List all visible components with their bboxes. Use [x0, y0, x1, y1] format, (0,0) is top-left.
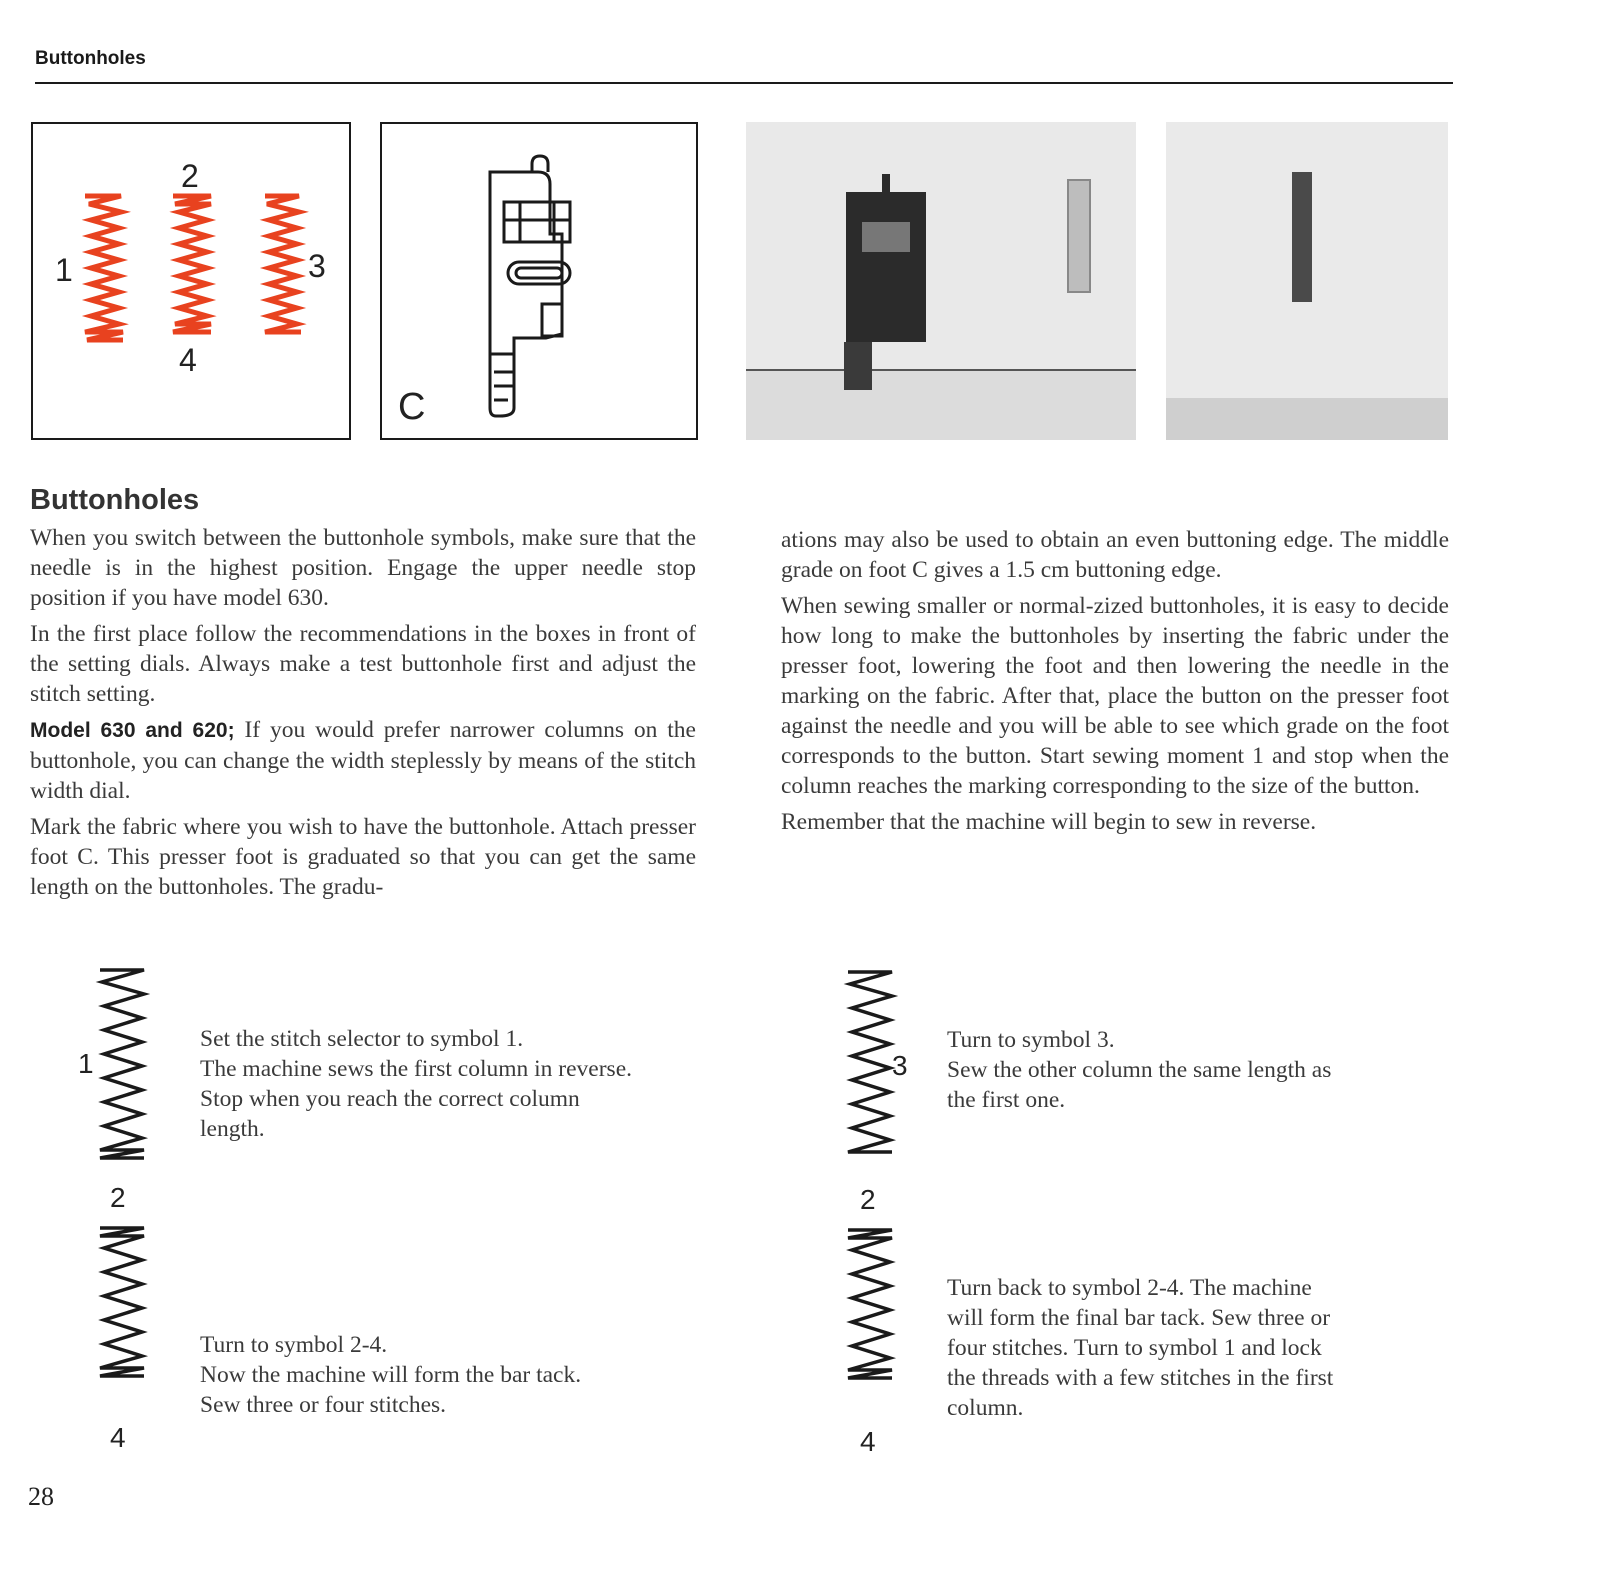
- step-3-symbol: 3: [892, 1050, 908, 1081]
- step-line: Turn back to symbol 2-4. The machine: [947, 1275, 1312, 1301]
- photo-finished-buttonhole: [1166, 122, 1448, 440]
- paragraph-model: [30, 715, 696, 806]
- buttonhole-symbols-figure: [31, 122, 351, 440]
- step-4-text: [947, 1273, 1333, 1423]
- paragraph: When sewing smaller or normal-zized buttonholes, it is easy to decide how long to make the buttonholes by inserting the fabric under the presser foot, lowering the foot and then lowering the needle in the marking on the fabric. After that, place the button on the presser foot against the needle and you will be able to see which grade on the foot corresponds to the button. Start sewing moment 1 and stop when the column reaches the marking corresponding to the size of the button.: [781, 593, 1449, 799]
- step-4-symbol-top: 2: [860, 1184, 876, 1215]
- model-text: If you would prefer narrower columns on the buttonhole, you can change the width steplessly by means of the stitch width dial.: [30, 717, 696, 804]
- step-line: the first one.: [947, 1087, 1066, 1113]
- paragraph: When you switch between the buttonhole symbols, make sure that the needle is in the highest position. Engage the upper needle stop position if you have model 630.: [30, 525, 696, 611]
- step-1-text: [200, 1024, 632, 1144]
- right-text-column: [781, 525, 1449, 843]
- left-text-column: [30, 523, 696, 908]
- symbol-label-1: 1: [55, 252, 73, 288]
- step-line: Turn to symbol 2-4.: [200, 1332, 388, 1358]
- page-number: 28: [28, 1482, 54, 1511]
- paragraph: Mark the fabric where you wish to have the buttonhole. Attach presser foot C. This presser foot is graduated so that you can get the same length on the buttonholes. The gradu-: [30, 814, 696, 900]
- photo-presser-foot-sketch: [746, 122, 1136, 440]
- presser-foot-c-figure: [380, 122, 698, 440]
- step-4-symbol-bottom: 4: [860, 1426, 876, 1457]
- section-heading: Buttonholes: [30, 484, 200, 516]
- step-line: the threads with a few stitches in the first: [947, 1365, 1334, 1391]
- step-3-text: [947, 1025, 1331, 1115]
- step-1-symbol: 1: [78, 1048, 94, 1079]
- paragraph: In the first place follow the recommendations in the boxes in front of the setting dials. Always make a test buttonhole first and adjust the stitch setting.: [30, 621, 696, 707]
- symbol-label-4: 4: [179, 342, 197, 378]
- paragraph: ations may also be used to obtain an even buttoning edge. The middle grade on foot C gives a 1.5 cm buttoning edge.: [781, 527, 1449, 583]
- running-header: Buttonholes: [35, 48, 146, 69]
- step-2-symbol-bottom: 4: [110, 1422, 126, 1453]
- photo-buttonhole-sketch: [1166, 122, 1448, 440]
- symbol-label-2: 2: [181, 158, 199, 194]
- step-line: Stop when you reach the correct column: [200, 1086, 580, 1112]
- symbol-label-3: 3: [308, 248, 326, 284]
- photo-presser-foot-on-fabric: [746, 122, 1136, 440]
- step-line: Sew three or four stitches.: [200, 1392, 447, 1418]
- header-rule: [35, 82, 1453, 84]
- step-line: The machine sews the first column in reverse.: [200, 1056, 632, 1082]
- foot-label-c: C: [398, 386, 426, 428]
- step-line: column.: [947, 1395, 1024, 1421]
- model-lead: Model 630 and 620;: [30, 719, 235, 742]
- step-line: Set the stitch selector to symbol 1.: [200, 1026, 524, 1052]
- paragraph: Remember that the machine will begin to sew in reverse.: [781, 809, 1317, 835]
- step-line: four stitches. Turn to symbol 1 and lock: [947, 1335, 1322, 1361]
- step-line: will form the final bar tack. Sew three or: [947, 1305, 1331, 1331]
- step-line: Sew the other column the same length as: [947, 1057, 1332, 1083]
- step-2-text: [200, 1330, 581, 1420]
- step-line: Turn to symbol 3.: [947, 1027, 1115, 1053]
- presser-foot-illustration: [382, 124, 696, 438]
- step-line: Now the machine will form the bar tack.: [200, 1362, 582, 1388]
- step-2-symbol-top: 2: [110, 1182, 126, 1213]
- step-line: length.: [200, 1116, 265, 1142]
